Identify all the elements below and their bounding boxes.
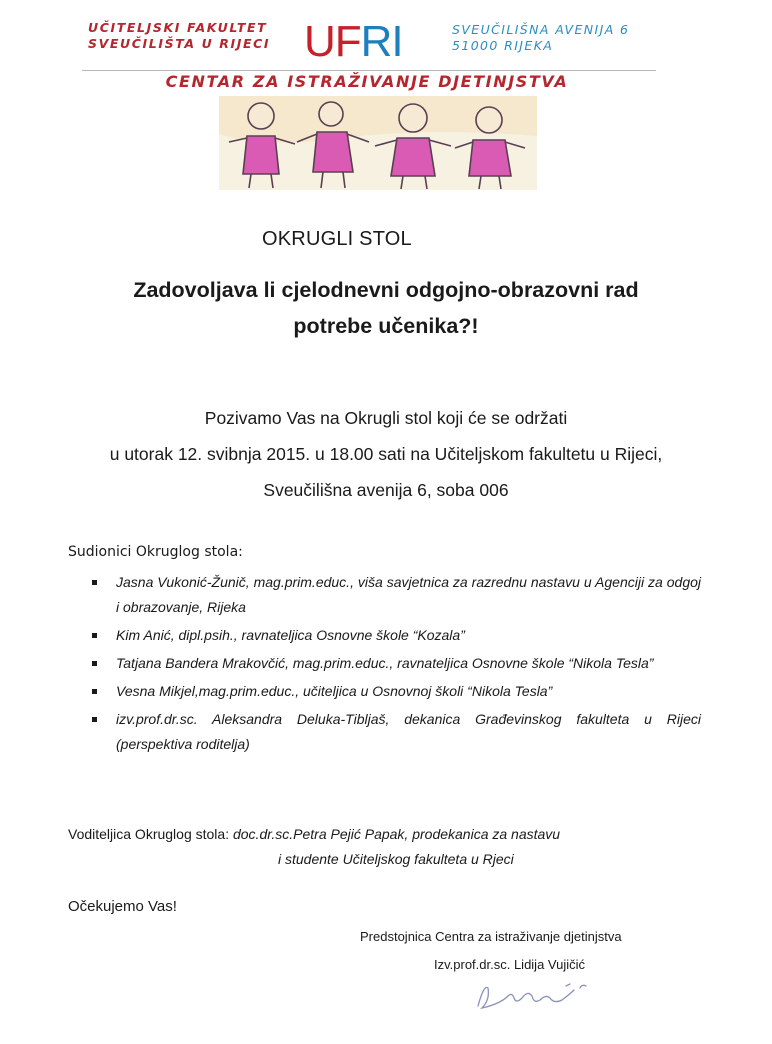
- ufri-logo: [304, 17, 403, 66]
- bullet-icon: [92, 689, 97, 694]
- invitation-line3: Sveučilišna avenija 6, soba 006: [263, 480, 509, 500]
- signature-name: Izv.prof.dr.sc. Lidija Vujičić: [434, 957, 585, 972]
- signature-role: Predstojnica Centra za istraživanje djetinjstva: [360, 929, 622, 944]
- logo-uf: UF: [304, 17, 361, 66]
- faculty-address: [452, 22, 629, 54]
- address-line2: 51000 RIJEKA: [452, 38, 554, 53]
- participant-text: Kim Anić, dipl.psih., ravnateljica Osnovne škole “Kozala”: [116, 627, 465, 643]
- handwritten-signature: [470, 978, 600, 1014]
- participants-label: Sudionici Okruglog stola:: [68, 544, 243, 560]
- logo-ri: RI: [360, 17, 403, 66]
- event-title: [20, 272, 752, 344]
- moderator-block: [68, 822, 560, 872]
- bullet-icon: [92, 717, 97, 722]
- header-divider: [82, 70, 656, 71]
- children-drawing: [219, 96, 537, 190]
- faculty-name-line1: UČITELJSKI FAKULTET: [88, 20, 268, 35]
- participants-list: [90, 570, 701, 760]
- participant-text: izv.prof.dr.sc. Aleksandra Deluka-Tibljaš, dekanica Građevinskog fakulteta u Rijeci (perspektiva roditelja): [116, 711, 701, 752]
- event-type: OKRUGLI STOL: [262, 228, 412, 250]
- event-title-line1: Zadovoljava li cjelodnevni odgojno-obrazovni rad: [133, 278, 639, 302]
- invitation-text: [20, 400, 752, 508]
- participant-text: Tatjana Bandera Mrakovčić, mag.prim.educ., ravnateljica Osnovne škole “Nikola Tesla”: [116, 655, 654, 671]
- moderator-line2: i studente Učiteljskog fakulteta u Rjeci: [278, 851, 514, 867]
- faculty-name-line2: SVEUČILIŠTA U RIJECI: [88, 36, 271, 51]
- participant-text: Vesna Mikjel,mag.prim.educ., učiteljica u Osnovnoj školi “Nikola Tesla”: [116, 683, 553, 699]
- moderator-name: doc.dr.sc.Petra Pejić Papak, prodekanica za nastavu: [232, 826, 561, 842]
- address-line1: SVEUČILIŠNA AVENIJA 6: [452, 22, 630, 37]
- bullet-icon: [92, 633, 97, 638]
- event-title-line2: potrebe učenika?!: [293, 314, 479, 338]
- bullet-icon: [92, 661, 97, 666]
- invitation-line2: u utorak 12. svibnja 2015. u 18.00 sati na Učiteljskom fakultetu u Rijeci,: [109, 444, 663, 464]
- bullet-icon: [92, 580, 97, 585]
- list-item: [90, 651, 701, 676]
- list-item: [90, 707, 701, 757]
- moderator-label: Voditeljica Okruglog stola:: [68, 826, 230, 842]
- list-item: [90, 623, 701, 648]
- list-item: [90, 679, 701, 704]
- participant-text: Jasna Vukonić-Žunič, mag.prim.educ., viša savjetnica za razrednu nastavu u Agenciji za odgoj i obrazovanje, Rijeka: [116, 574, 701, 615]
- center-title: CENTAR ZA ISTRAŽIVANJE DJETINJSTVA: [165, 72, 569, 91]
- list-item: [90, 570, 701, 620]
- faculty-name: [88, 20, 270, 52]
- invitation-line1: Pozivamo Vas na Okrugli stol koji će se održati: [204, 408, 568, 428]
- closing-text: Očekujemo Vas!: [68, 898, 177, 915]
